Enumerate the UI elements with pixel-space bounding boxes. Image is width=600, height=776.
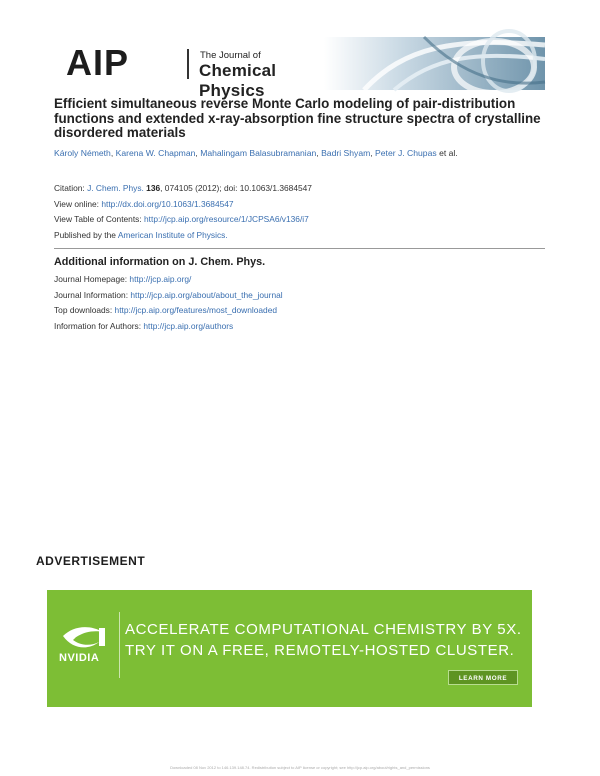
journal-name: Chemical Physics	[199, 61, 277, 100]
article-title: Efficient simultaneous reverse Monte Carlo modeling of pair-distribution functions and extended x-ray-absorption fine structure spectra of crystalline disordered materials	[54, 96, 541, 141]
banner-swirl-graphic	[324, 37, 545, 90]
info-row-top-downloads	[54, 303, 554, 319]
nvidia-wordmark: NVIDIA	[59, 652, 100, 664]
banner-divider	[187, 49, 189, 79]
top-downloads-link[interactable]: http://jcp.aip.org/features/most_downloaded	[114, 305, 278, 316]
author-link[interactable]: Károly Németh	[54, 148, 111, 158]
author-link[interactable]: Karena W. Chapman	[115, 148, 196, 158]
learn-more-button[interactable]: LEARN MORE	[448, 670, 518, 685]
citation-details: , 074105 (2012); doi: 10.1063/1.3684547	[160, 183, 312, 193]
info-row-journal-information	[54, 288, 554, 304]
info-label: Journal Information:	[54, 289, 129, 300]
aip-logo: AIP	[66, 42, 130, 83]
advertisement-label: ADVERTISEMENT	[36, 554, 146, 568]
journal-banner	[54, 37, 545, 100]
banner-logo-area	[54, 37, 334, 100]
citation-block	[54, 181, 554, 243]
citation-label: Citation:	[54, 183, 85, 193]
journal-link[interactable]: J. Chem. Phys.	[87, 183, 144, 193]
additional-info-list	[54, 272, 554, 334]
view-online-label: View online:	[54, 198, 100, 209]
info-label: Journal Homepage:	[54, 274, 128, 284]
ad-headline-1: ACCELERATE COMPUTATIONAL CHEMISTRY BY 5X.	[125, 621, 522, 638]
additional-info-heading: Additional information on J. Chem. Phys.	[54, 256, 266, 268]
ad-divider	[119, 612, 120, 678]
ad-headline-2: TRY IT ON A FREE, REMOTELY-HOSTED CLUSTER.	[125, 642, 515, 659]
published-label: Published by the	[54, 229, 116, 240]
divider-rule	[54, 248, 545, 249]
info-label: Information for Authors:	[54, 320, 142, 331]
journal-information-link[interactable]: http://jcp.aip.org/about/about_the_journal	[130, 289, 283, 300]
toc-link[interactable]: http://jcp.aip.org/resource/1/JCPSA6/v136/i7	[144, 214, 309, 225]
authors-info-link[interactable]: http://jcp.aip.org/authors	[143, 320, 234, 331]
volume: 136	[146, 183, 161, 193]
info-row-authors	[54, 319, 554, 335]
nvidia-advertisement[interactable]	[47, 590, 532, 707]
author-separator: ,	[195, 148, 201, 158]
et-al: et al.	[439, 148, 458, 158]
toc-label: View Table of Contents:	[54, 214, 142, 225]
author-link[interactable]: Badri Shyam	[321, 148, 371, 158]
author-list	[54, 148, 554, 158]
author-separator: ,	[110, 148, 116, 158]
published-row	[54, 228, 554, 244]
citation-row	[54, 181, 554, 197]
toc-row	[54, 212, 554, 228]
author-link[interactable]: Peter J. Chupas	[375, 148, 437, 158]
author-separator: ,	[370, 148, 376, 158]
author-separator: ,	[316, 148, 322, 158]
author-link[interactable]: Mahalingam Balasubramanian	[200, 148, 317, 158]
view-online-row	[54, 197, 554, 213]
journal-of-label: The Journal of	[200, 50, 261, 61]
info-label: Top downloads:	[54, 305, 113, 316]
info-row-homepage	[54, 272, 554, 288]
publisher-link[interactable]: American Institute of Physics.	[117, 229, 228, 240]
download-footer: Downloaded 08 Nov 2012 to 146.139.148.74. Redistribution subject to AIP license or copyright; see http://jcp.aip.org/about/rights_and_permissions	[170, 765, 430, 770]
homepage-link[interactable]: http://jcp.aip.org/	[129, 274, 192, 284]
doi-link[interactable]: http://dx.doi.org/10.1063/1.3684547	[101, 198, 234, 209]
